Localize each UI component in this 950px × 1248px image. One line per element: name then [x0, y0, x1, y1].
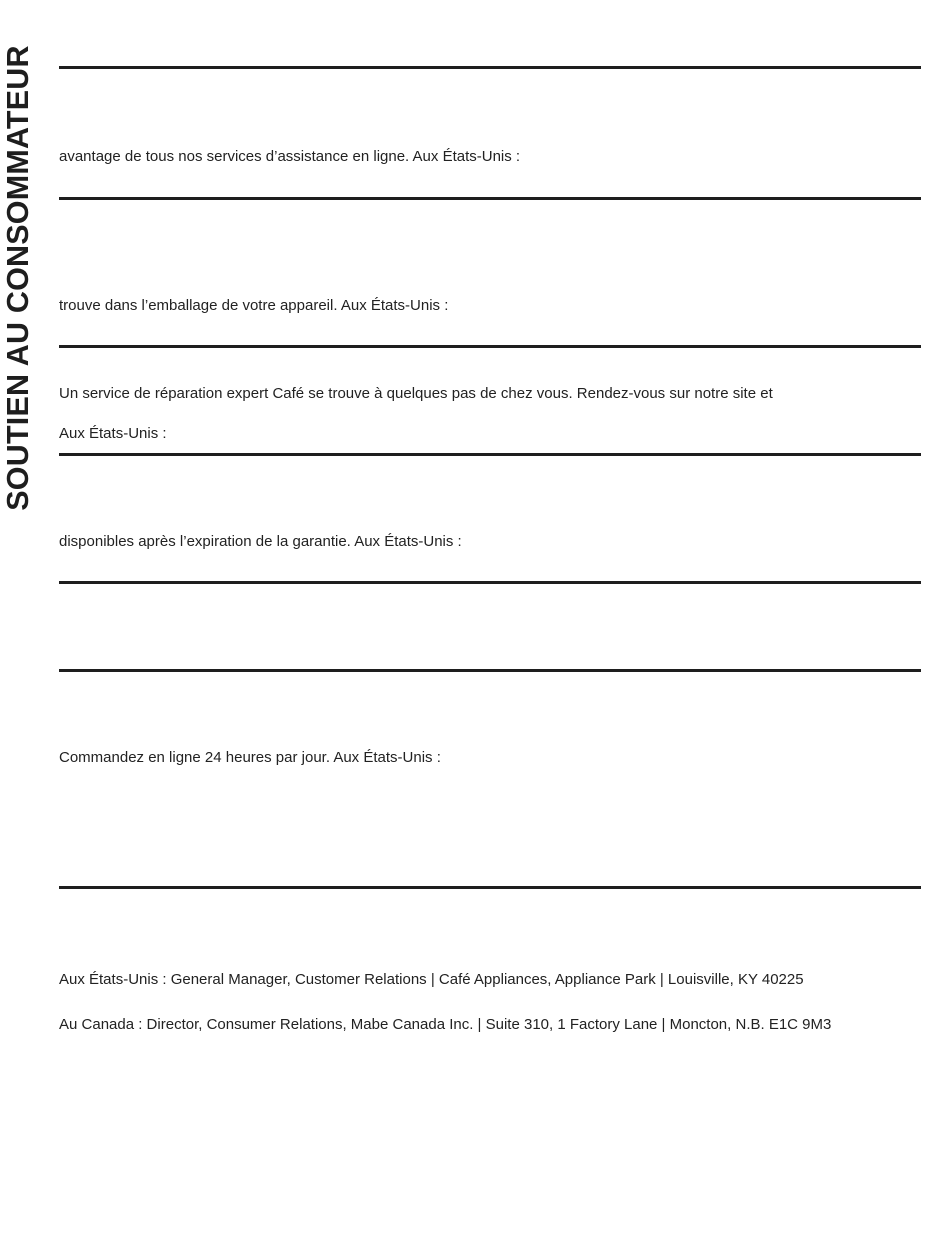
- side-title-text: SOUTIEN AU CONSOMMATEUR: [0, 45, 35, 511]
- online-support-text: avantage de tous nos services d’assistance en ligne. Aux États-Unis :: [59, 148, 521, 165]
- order-online-text: Commandez en ligne 24 heures par jour. Aux États-Unis :: [59, 749, 441, 766]
- divider-rule: [59, 345, 921, 348]
- registration-text: trouve dans l’emballage de votre appareil. Aux États-Unis :: [59, 297, 449, 314]
- extended-warranty-text: disponibles après l’expiration de la garantie. Aux États-Unis :: [59, 533, 462, 550]
- divider-rule: [59, 581, 921, 584]
- contact-canada-address: Au Canada : Director, Consumer Relations, Mabe Canada Inc. | Suite 310, 1 Factory Lane | Moncton, N.B. E1C 9M3: [59, 1016, 832, 1033]
- contact-us-address: Aux États-Unis : General Manager, Customer Relations | Café Appliances, Appliance Park | Louisville, KY 40225: [59, 971, 804, 988]
- divider-rule: [59, 66, 921, 69]
- divider-rule: [59, 669, 921, 672]
- repair-service-us-text: Aux États-Unis :: [59, 425, 167, 442]
- divider-rule: [59, 453, 921, 456]
- repair-service-text: Un service de réparation expert Café se trouve à quelques pas de chez vous. Rendez-vous sur notre site et: [59, 385, 773, 402]
- divider-rule: [59, 886, 921, 889]
- divider-rule: [59, 197, 921, 200]
